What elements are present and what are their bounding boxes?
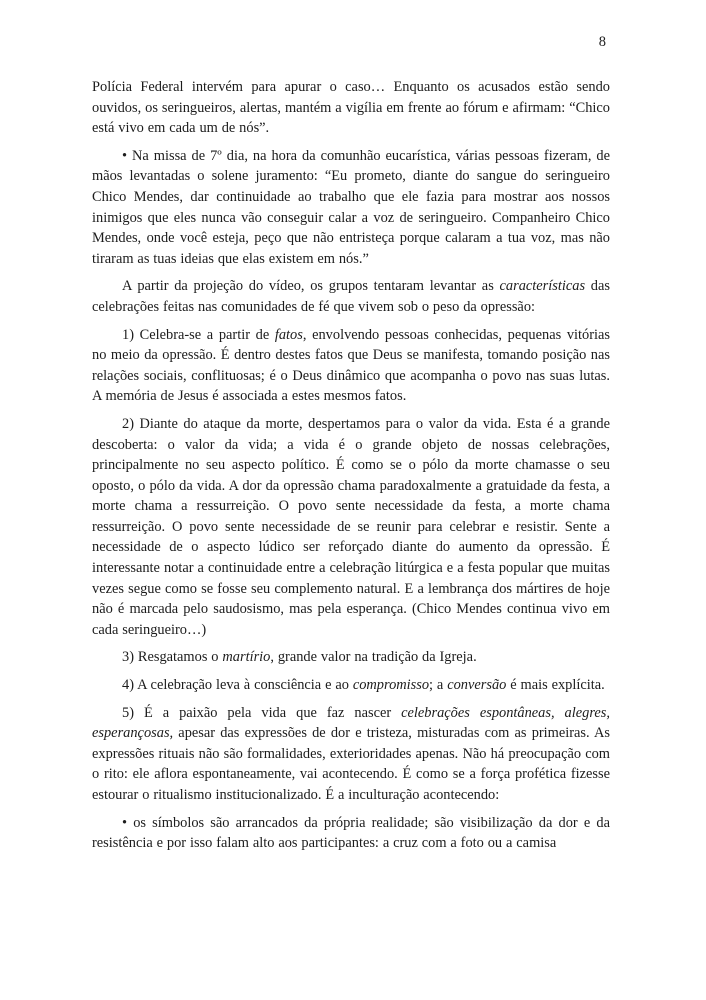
paragraph <box>92 813 610 854</box>
page-number: 8 <box>598 34 606 50</box>
text-run: 4) A celebração leva à consciência e ao <box>122 677 353 694</box>
document-body <box>92 77 610 854</box>
text-run: 5) É a paixão pela vida que faz nascer <box>122 704 402 721</box>
italic-run: conversão <box>447 677 507 694</box>
paragraph <box>92 325 610 407</box>
italic-run: fatos <box>274 326 303 343</box>
italic-run: características <box>499 278 586 295</box>
paragraph <box>92 77 610 139</box>
text-run: Polícia Federal intervém para apurar o caso… Enquanto os acusados estão sendo ouvidos, os seringueiros, alertas, mantém a vigília em frente ao fórum e afirmam: “Chico está vivo em cada um de nós”. <box>92 79 610 137</box>
italic-run: compromisso <box>352 677 430 694</box>
italic-run: martírio <box>222 649 271 666</box>
text-run: é mais explícita. <box>506 677 605 694</box>
paragraph <box>92 703 610 806</box>
paragraph <box>92 146 610 270</box>
text-run: • os símbolos são arrancados da própria realidade; são visibilização da dor e da resistência e por isso falam alto aos participantes: a cruz com a foto ou a camisa <box>92 814 610 852</box>
text-run: das celebrações feitas nas comunidades de fé que vivem sob o peso da opressão: <box>92 278 610 315</box>
text-run: A partir da projeção do vídeo, os grupos tentaram levantar as <box>122 278 500 295</box>
paragraph <box>92 276 610 317</box>
text-run: 3) Resgatamos o <box>122 649 223 666</box>
text-run: 1) Celebra-se a partir de <box>122 326 275 343</box>
text-run: ; a <box>429 677 448 694</box>
text-run: , envolvendo pessoas conhecidas, pequenas vitórias no meio da opressão. É dentro destes fatos que Deus se manifesta, tomando posição nas relações sociais, conflituosas; é o Deus dinâmico que acompanha o povo nas suas lutas. A memória de Jesus é associada a estes mesmos fatos. <box>92 326 610 405</box>
text-run: apesar das expressões de dor e tristeza, misturadas com as primeiras. As expressões rituais não são formalidades, exterioridades apenas. Não há preocupação com o rito: ele aflora espontaneamente, vai acontecendo. É como se a força profética fizesse estourar o ritualismo institucionalizado. É a inculturação acontecendo: <box>92 725 610 803</box>
italic-run: celebrações espontâneas, alegres, esperançosas, <box>92 704 610 742</box>
text-run: , grande valor na tradição da Igreja. <box>270 649 477 666</box>
text-run: 2) Diante do ataque da morte, despertamos para o valor da vida. Esta é a grande descoberta: o valor da vida; a vida é o grande objeto de nossas celebrações, principalmente no seu aspecto político. É como se o pólo da morte chamasse o seu oposto, o pólo da vida. A dor da opressão chama paradoxalmente a gratuidade da festa, a morte chama a ressurreição. O povo sente necessidade da festa, a morte chama ressurreição. O povo sente necessidade de se reunir para celebrar e resistir. Sente a necessidade de o aspecto lúdico ser reforçado diante do aumento da opressão. É interessante notar a continuidade entre a celebração litúrgica e a festa popular que muitas vezes segue como se fosse seu complemento natural. E a lembrança dos mártires de hoje não é marcada pelo saudosismo, mas pela esperança. (Chico Mendes continua vivo em cada seringueiro…) <box>92 415 610 638</box>
paragraph <box>92 414 610 641</box>
paragraph <box>92 675 610 696</box>
text-run: • Na missa de 7º dia, na hora da comunhão eucarística, várias pessoas fizeram, de mãos levantadas o solene juramento: “Eu prometo, diante do sangue do seringueiro Chico Mendes, dar continuidade ao trabalho que ele fazia para mostrar aos nossos inimigos que eles nunca vão conseguir calar a voz de seringueiro. Companheiro Chico Mendes, onde você esteja, peço que não entristeça porque calaram a tua voz, mas não tiraram as tuas ideias que elas existem em nós.” <box>92 147 610 267</box>
paragraph <box>92 647 610 668</box>
